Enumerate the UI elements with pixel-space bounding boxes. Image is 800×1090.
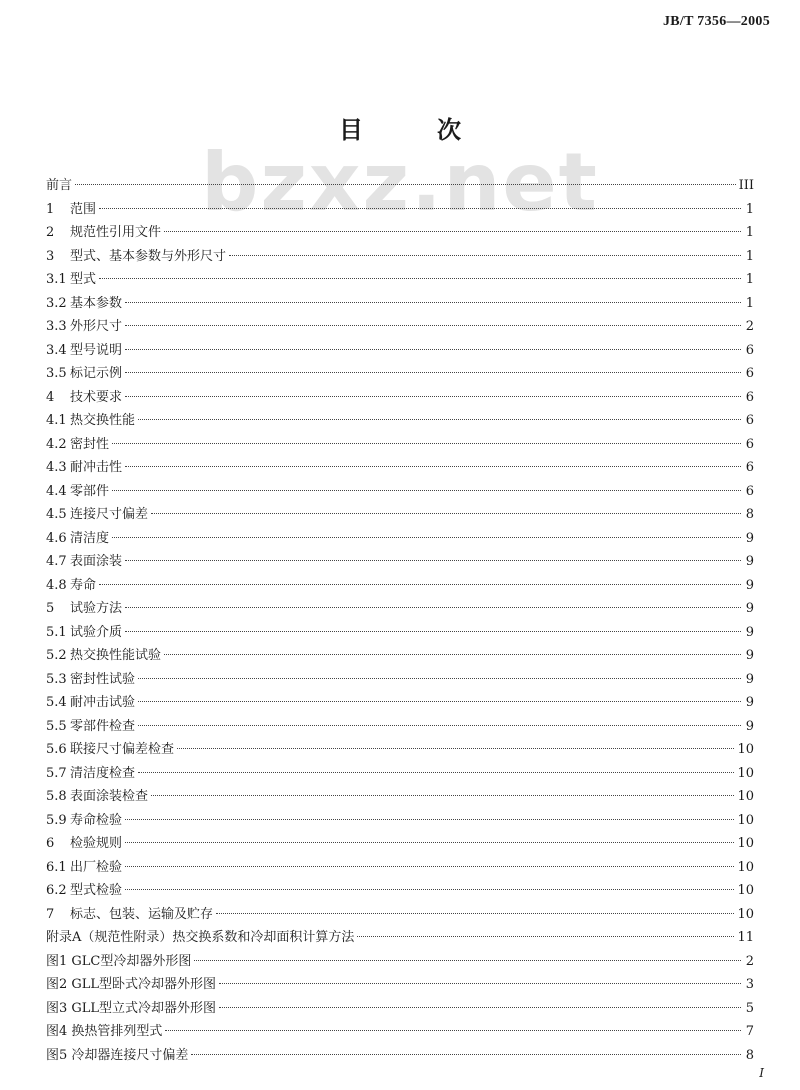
dot-leader <box>165 1030 741 1031</box>
dot-leader <box>112 443 741 444</box>
toc-entry-page: 9 <box>745 671 754 687</box>
dot-leader <box>138 772 734 773</box>
toc-entry-page: 2 <box>745 319 754 334</box>
toc-entry-page: 8 <box>745 507 754 522</box>
toc-entry <box>46 315 754 339</box>
toc-entry-number: 7 <box>46 906 55 922</box>
toc-entry-number: 5.4 <box>46 695 67 710</box>
toc-entry-title: 耐冲击性 <box>70 460 123 475</box>
toc-entry <box>46 950 754 974</box>
toc-entry-title: 图3 GLL型立式冷却器外形图 <box>46 1000 217 1016</box>
toc-entry-title: 图5 冷却器连接尺寸偏差 <box>46 1047 189 1063</box>
toc-entry <box>46 362 754 386</box>
page-title <box>0 110 800 145</box>
toc-entry-title: 清洁度检查 <box>70 765 136 781</box>
dot-leader <box>125 560 741 561</box>
dot-leader <box>219 983 741 984</box>
toc-entry-number: 1 <box>46 201 55 217</box>
toc-entry-number: 3.3 <box>46 319 67 334</box>
toc-entry-number: 3.4 <box>46 342 67 358</box>
toc-entry-page: 9 <box>745 648 754 663</box>
toc-entry-number: 3 <box>46 248 55 264</box>
dot-leader <box>191 1054 741 1055</box>
toc-entry-page: 1 <box>745 201 754 217</box>
dot-leader <box>164 654 741 655</box>
dot-leader <box>125 889 734 890</box>
toc-entry-number: 6 <box>46 836 55 851</box>
dot-leader <box>125 396 741 397</box>
toc-entry <box>46 245 754 269</box>
toc-entry-title: 联接尺寸偏差检查 <box>70 742 175 757</box>
toc-entry-title: 型式 <box>70 272 97 287</box>
standard-code: JB/T 7356—2005 <box>662 14 770 29</box>
toc-entry <box>46 926 754 950</box>
dot-leader <box>125 302 741 303</box>
toc-entry-title: 型号说明 <box>70 342 123 358</box>
toc-entry-title: 技术要求 <box>70 389 123 405</box>
toc-entry <box>46 621 754 645</box>
dot-leader <box>138 701 741 702</box>
toc-entry-title: 出厂检验 <box>70 859 123 875</box>
toc-entry <box>46 198 754 222</box>
dot-leader <box>138 678 741 679</box>
toc-entry-title: 清洁度 <box>70 530 110 546</box>
toc-entry <box>46 339 754 363</box>
toc-entry-title: 热交换性能试验 <box>70 648 162 663</box>
toc-entry-number: 4.8 <box>46 577 67 593</box>
toc-entry-number: 5.5 <box>46 718 67 734</box>
toc-entry-title: 前言 <box>46 178 73 193</box>
toc-entry-title: 连接尺寸偏差 <box>70 507 149 522</box>
toc-entry <box>46 762 754 786</box>
toc-entry-title: 标志、包装、运输及贮存 <box>70 906 214 922</box>
toc-entry-title: 耐冲击试验 <box>70 695 136 710</box>
toc-entry-title: 寿命 <box>70 577 97 593</box>
toc-entry <box>46 903 754 927</box>
toc-entry-page: 9 <box>745 554 754 569</box>
toc-entry <box>46 268 754 292</box>
toc-entry <box>46 668 754 692</box>
table-of-contents <box>46 174 754 1067</box>
toc-entry-page: III <box>738 178 754 193</box>
toc-entry <box>46 809 754 833</box>
toc-entry-title: 标记示例 <box>70 366 123 381</box>
dot-leader <box>125 631 741 632</box>
dot-leader <box>219 1007 741 1008</box>
toc-entry <box>46 832 754 856</box>
toc-entry-title: 外形尺寸 <box>70 319 123 334</box>
dot-leader <box>125 819 734 820</box>
toc-entry-title: 基本参数 <box>70 295 123 311</box>
toc-entry-page: 6 <box>745 460 754 475</box>
toc-entry <box>46 597 754 621</box>
toc-entry-title: 密封性 <box>70 436 110 452</box>
toc-entry-page: 9 <box>745 601 754 616</box>
toc-entry-number: 3.2 <box>46 295 67 311</box>
dot-leader <box>112 490 741 491</box>
toc-entry-number: 4.6 <box>46 530 67 546</box>
toc-entry-number: 5.3 <box>46 671 67 687</box>
dot-leader <box>138 725 741 726</box>
toc-entry <box>46 856 754 880</box>
toc-entry-title: 规范性引用文件 <box>70 225 162 240</box>
toc-entry <box>46 738 754 762</box>
toc-entry <box>46 644 754 668</box>
toc-entry-page: 6 <box>745 436 754 452</box>
toc-entry-title: 附录A（规范性附录）热交换系数和冷却面积计算方法 <box>46 930 355 945</box>
toc-entry-title: 型式、基本参数与外形尺寸 <box>70 248 227 264</box>
toc-entry-title: 检验规则 <box>70 836 123 851</box>
toc-entry-page: 6 <box>745 389 754 405</box>
toc-entry-page: 10 <box>737 883 754 898</box>
toc-entry-number: 5.6 <box>46 742 67 757</box>
dot-leader <box>357 936 734 937</box>
toc-entry-title: 零部件检查 <box>70 718 136 734</box>
page-number: I <box>759 1066 764 1080</box>
toc-entry-title: 试验方法 <box>70 601 123 616</box>
dot-leader <box>99 584 741 585</box>
toc-entry-number: 4.4 <box>46 483 67 499</box>
toc-entry-title: 零部件 <box>70 483 110 499</box>
toc-entry <box>46 386 754 410</box>
toc-entry-page: 9 <box>745 718 754 734</box>
dot-leader <box>75 184 736 185</box>
toc-entry-title: 试验介质 <box>70 624 123 640</box>
toc-entry-number: 4.1 <box>46 413 67 428</box>
toc-entry-number: 6.2 <box>46 883 67 898</box>
toc-entry-page: 1 <box>745 225 754 240</box>
toc-entry-number: 5.7 <box>46 765 67 781</box>
toc-entry-page: 9 <box>745 577 754 593</box>
toc-entry-page: 10 <box>737 789 754 804</box>
dot-leader <box>164 231 741 232</box>
dot-leader <box>216 913 734 914</box>
toc-entry-title: 表面涂装 <box>70 554 123 569</box>
toc-entry-title: 型式检验 <box>70 883 123 898</box>
toc-entry-number: 6.1 <box>46 859 67 875</box>
toc-entry <box>46 221 754 245</box>
toc-entry <box>46 997 754 1021</box>
toc-entry <box>46 503 754 527</box>
toc-entry-title: 图4 换热管排列型式 <box>46 1024 163 1039</box>
toc-entry-number: 4.3 <box>46 460 67 475</box>
title-char-1: 目 <box>339 115 363 144</box>
dot-leader <box>194 960 741 961</box>
toc-entry-page: 11 <box>737 930 754 945</box>
toc-entry-number: 3.1 <box>46 272 67 287</box>
toc-entry <box>46 973 754 997</box>
toc-entry-page: 6 <box>745 483 754 499</box>
toc-entry-page: 7 <box>745 1024 754 1039</box>
toc-entry-number: 5.1 <box>46 624 67 640</box>
toc-entry <box>46 480 754 504</box>
dot-leader <box>151 513 741 514</box>
toc-entry <box>46 550 754 574</box>
toc-entry-number: 4 <box>46 389 55 405</box>
toc-entry-number: 5 <box>46 601 55 616</box>
toc-entry-page: 9 <box>745 624 754 640</box>
toc-entry-page: 3 <box>745 977 754 992</box>
toc-entry-title: 图1 GLC型冷却器外形图 <box>46 953 192 969</box>
dot-leader <box>229 255 741 256</box>
toc-entry <box>46 527 754 551</box>
toc-entry-page: 6 <box>745 413 754 428</box>
toc-entry <box>46 574 754 598</box>
toc-entry-number: 5.2 <box>46 648 67 663</box>
toc-entry-number: 5.8 <box>46 789 67 804</box>
toc-entry <box>46 409 754 433</box>
toc-entry-page: 10 <box>737 859 754 875</box>
toc-entry-page: 1 <box>745 248 754 264</box>
toc-entry-page: 9 <box>745 530 754 546</box>
toc-entry <box>46 879 754 903</box>
dot-leader <box>125 466 741 467</box>
dot-leader <box>125 842 734 843</box>
toc-entry-title: 范围 <box>70 201 97 217</box>
dot-leader <box>125 607 741 608</box>
toc-entry <box>46 715 754 739</box>
toc-entry-page: 6 <box>745 342 754 358</box>
toc-entry-page: 6 <box>745 366 754 381</box>
toc-entry-title: 热交换性能 <box>70 413 136 428</box>
dot-leader <box>151 795 734 796</box>
toc-entry <box>46 433 754 457</box>
toc-entry-number: 3.5 <box>46 366 67 381</box>
toc-entry-number: 4.5 <box>46 507 67 522</box>
dot-leader <box>125 866 734 867</box>
dot-leader <box>138 419 741 420</box>
toc-entry-title: 表面涂装检查 <box>70 789 149 804</box>
toc-entry-title: 密封性试验 <box>70 671 136 687</box>
watermark: bzxz.net <box>201 136 599 229</box>
toc-entry-page: 8 <box>745 1047 754 1063</box>
dot-leader <box>125 349 741 350</box>
dot-leader <box>125 372 741 373</box>
toc-entry-number: 4.7 <box>46 554 67 569</box>
toc-entry <box>46 785 754 809</box>
toc-entry-page: 10 <box>737 836 754 851</box>
toc-entry-page: 10 <box>737 742 754 757</box>
toc-entry-page: 1 <box>745 295 754 311</box>
dot-leader <box>112 537 741 538</box>
toc-entry <box>46 292 754 316</box>
toc-entry-page: 10 <box>737 765 754 781</box>
dot-leader <box>125 325 741 326</box>
toc-entry <box>46 691 754 715</box>
toc-entry-page: 10 <box>737 906 754 922</box>
toc-entry-title: 寿命检验 <box>70 812 123 828</box>
toc-entry-page: 10 <box>737 812 754 828</box>
dot-leader <box>177 748 734 749</box>
toc-entry-page: 2 <box>745 953 754 969</box>
toc-entry-number: 2 <box>46 225 55 240</box>
toc-entry-page: 5 <box>745 1000 754 1016</box>
toc-entry-title: 图2 GLL型卧式冷却器外形图 <box>46 977 217 992</box>
toc-entry-number: 4.2 <box>46 436 67 452</box>
dot-leader <box>99 278 741 279</box>
toc-entry <box>46 1020 754 1044</box>
toc-entry-page: 9 <box>745 695 754 710</box>
title-char-2: 次 <box>437 115 461 144</box>
toc-entry <box>46 456 754 480</box>
toc-entry-page: 1 <box>745 272 754 287</box>
toc-entry <box>46 174 754 198</box>
dot-leader <box>99 208 741 209</box>
toc-entry <box>46 1044 754 1068</box>
toc-entry-number: 5.9 <box>46 812 67 828</box>
